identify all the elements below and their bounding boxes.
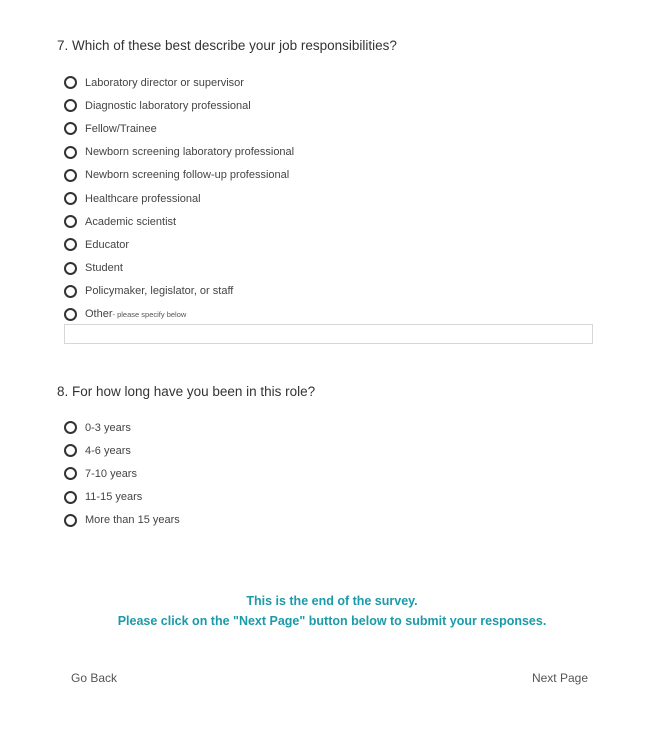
option-label: Fellow/Trainee xyxy=(85,122,157,135)
option-label: Policymaker, legislator, or staff xyxy=(85,285,234,298)
other-specify-input[interactable] xyxy=(64,324,593,344)
radio-option[interactable] xyxy=(64,210,294,233)
option-label: Diagnostic laboratory professional xyxy=(85,99,251,112)
option-label: Academic scientist xyxy=(85,215,177,228)
radio-icon[interactable] xyxy=(64,146,77,159)
radio-option[interactable] xyxy=(64,117,294,140)
radio-icon[interactable] xyxy=(64,421,77,434)
radio-option-other[interactable] xyxy=(64,303,294,326)
radio-icon[interactable] xyxy=(64,285,77,298)
option-label: 4-6 years xyxy=(85,444,131,457)
option-label: Healthcare professional xyxy=(85,192,201,205)
option-label: Newborn screening laboratory professional xyxy=(85,146,295,159)
question-7-title: 7. Which of these best describe your job responsibilities? xyxy=(57,38,397,53)
radio-icon[interactable] xyxy=(64,262,77,275)
radio-icon[interactable] xyxy=(64,76,77,89)
radio-option[interactable] xyxy=(64,233,294,256)
radio-icon[interactable] xyxy=(64,444,77,457)
question-8-title: 8. For how long have you been in this role? xyxy=(57,384,316,399)
radio-icon[interactable] xyxy=(64,514,77,527)
radio-icon[interactable] xyxy=(64,491,77,504)
radio-icon[interactable] xyxy=(64,192,77,205)
option-label: More than 15 years xyxy=(85,514,180,527)
radio-option[interactable] xyxy=(64,509,180,532)
radio-icon[interactable] xyxy=(64,215,77,228)
option-label: Laboratory director or supervisor xyxy=(85,76,244,89)
option-label: 0-3 years xyxy=(85,421,131,434)
option-label: Newborn screening follow-up professional xyxy=(85,169,290,182)
radio-option[interactable] xyxy=(64,280,294,303)
radio-option[interactable] xyxy=(64,71,294,94)
radio-option[interactable] xyxy=(64,141,294,164)
radio-option[interactable] xyxy=(64,164,294,187)
radio-option[interactable] xyxy=(64,486,180,509)
radio-option[interactable] xyxy=(64,439,180,462)
radio-option[interactable] xyxy=(64,94,294,117)
radio-icon[interactable] xyxy=(64,467,77,480)
option-label: 11-15 years xyxy=(85,491,143,504)
radio-option[interactable] xyxy=(64,416,180,439)
option-label: Other xyxy=(85,308,113,321)
radio-icon[interactable] xyxy=(64,99,77,112)
next-page-button[interactable]: Next Page xyxy=(531,671,588,685)
radio-option[interactable] xyxy=(64,187,294,210)
question-8-options xyxy=(64,416,180,532)
go-back-button[interactable]: Go Back xyxy=(71,671,118,685)
radio-icon[interactable] xyxy=(64,308,77,321)
other-hint: - please specify below xyxy=(112,309,187,319)
radio-option[interactable] xyxy=(64,462,180,485)
end-message-line-2: Please click on the "Next Page" button below to submit your responses. xyxy=(117,614,547,628)
option-label: Educator xyxy=(85,238,130,251)
radio-icon[interactable] xyxy=(64,238,77,251)
end-message-line-1: This is the end of the survey. xyxy=(246,594,418,608)
option-label: 7-10 years xyxy=(85,467,137,480)
radio-option[interactable] xyxy=(64,257,294,280)
question-7-options xyxy=(64,71,294,326)
radio-icon[interactable] xyxy=(64,169,77,182)
radio-icon[interactable] xyxy=(64,122,77,135)
option-label: Student xyxy=(85,262,123,275)
